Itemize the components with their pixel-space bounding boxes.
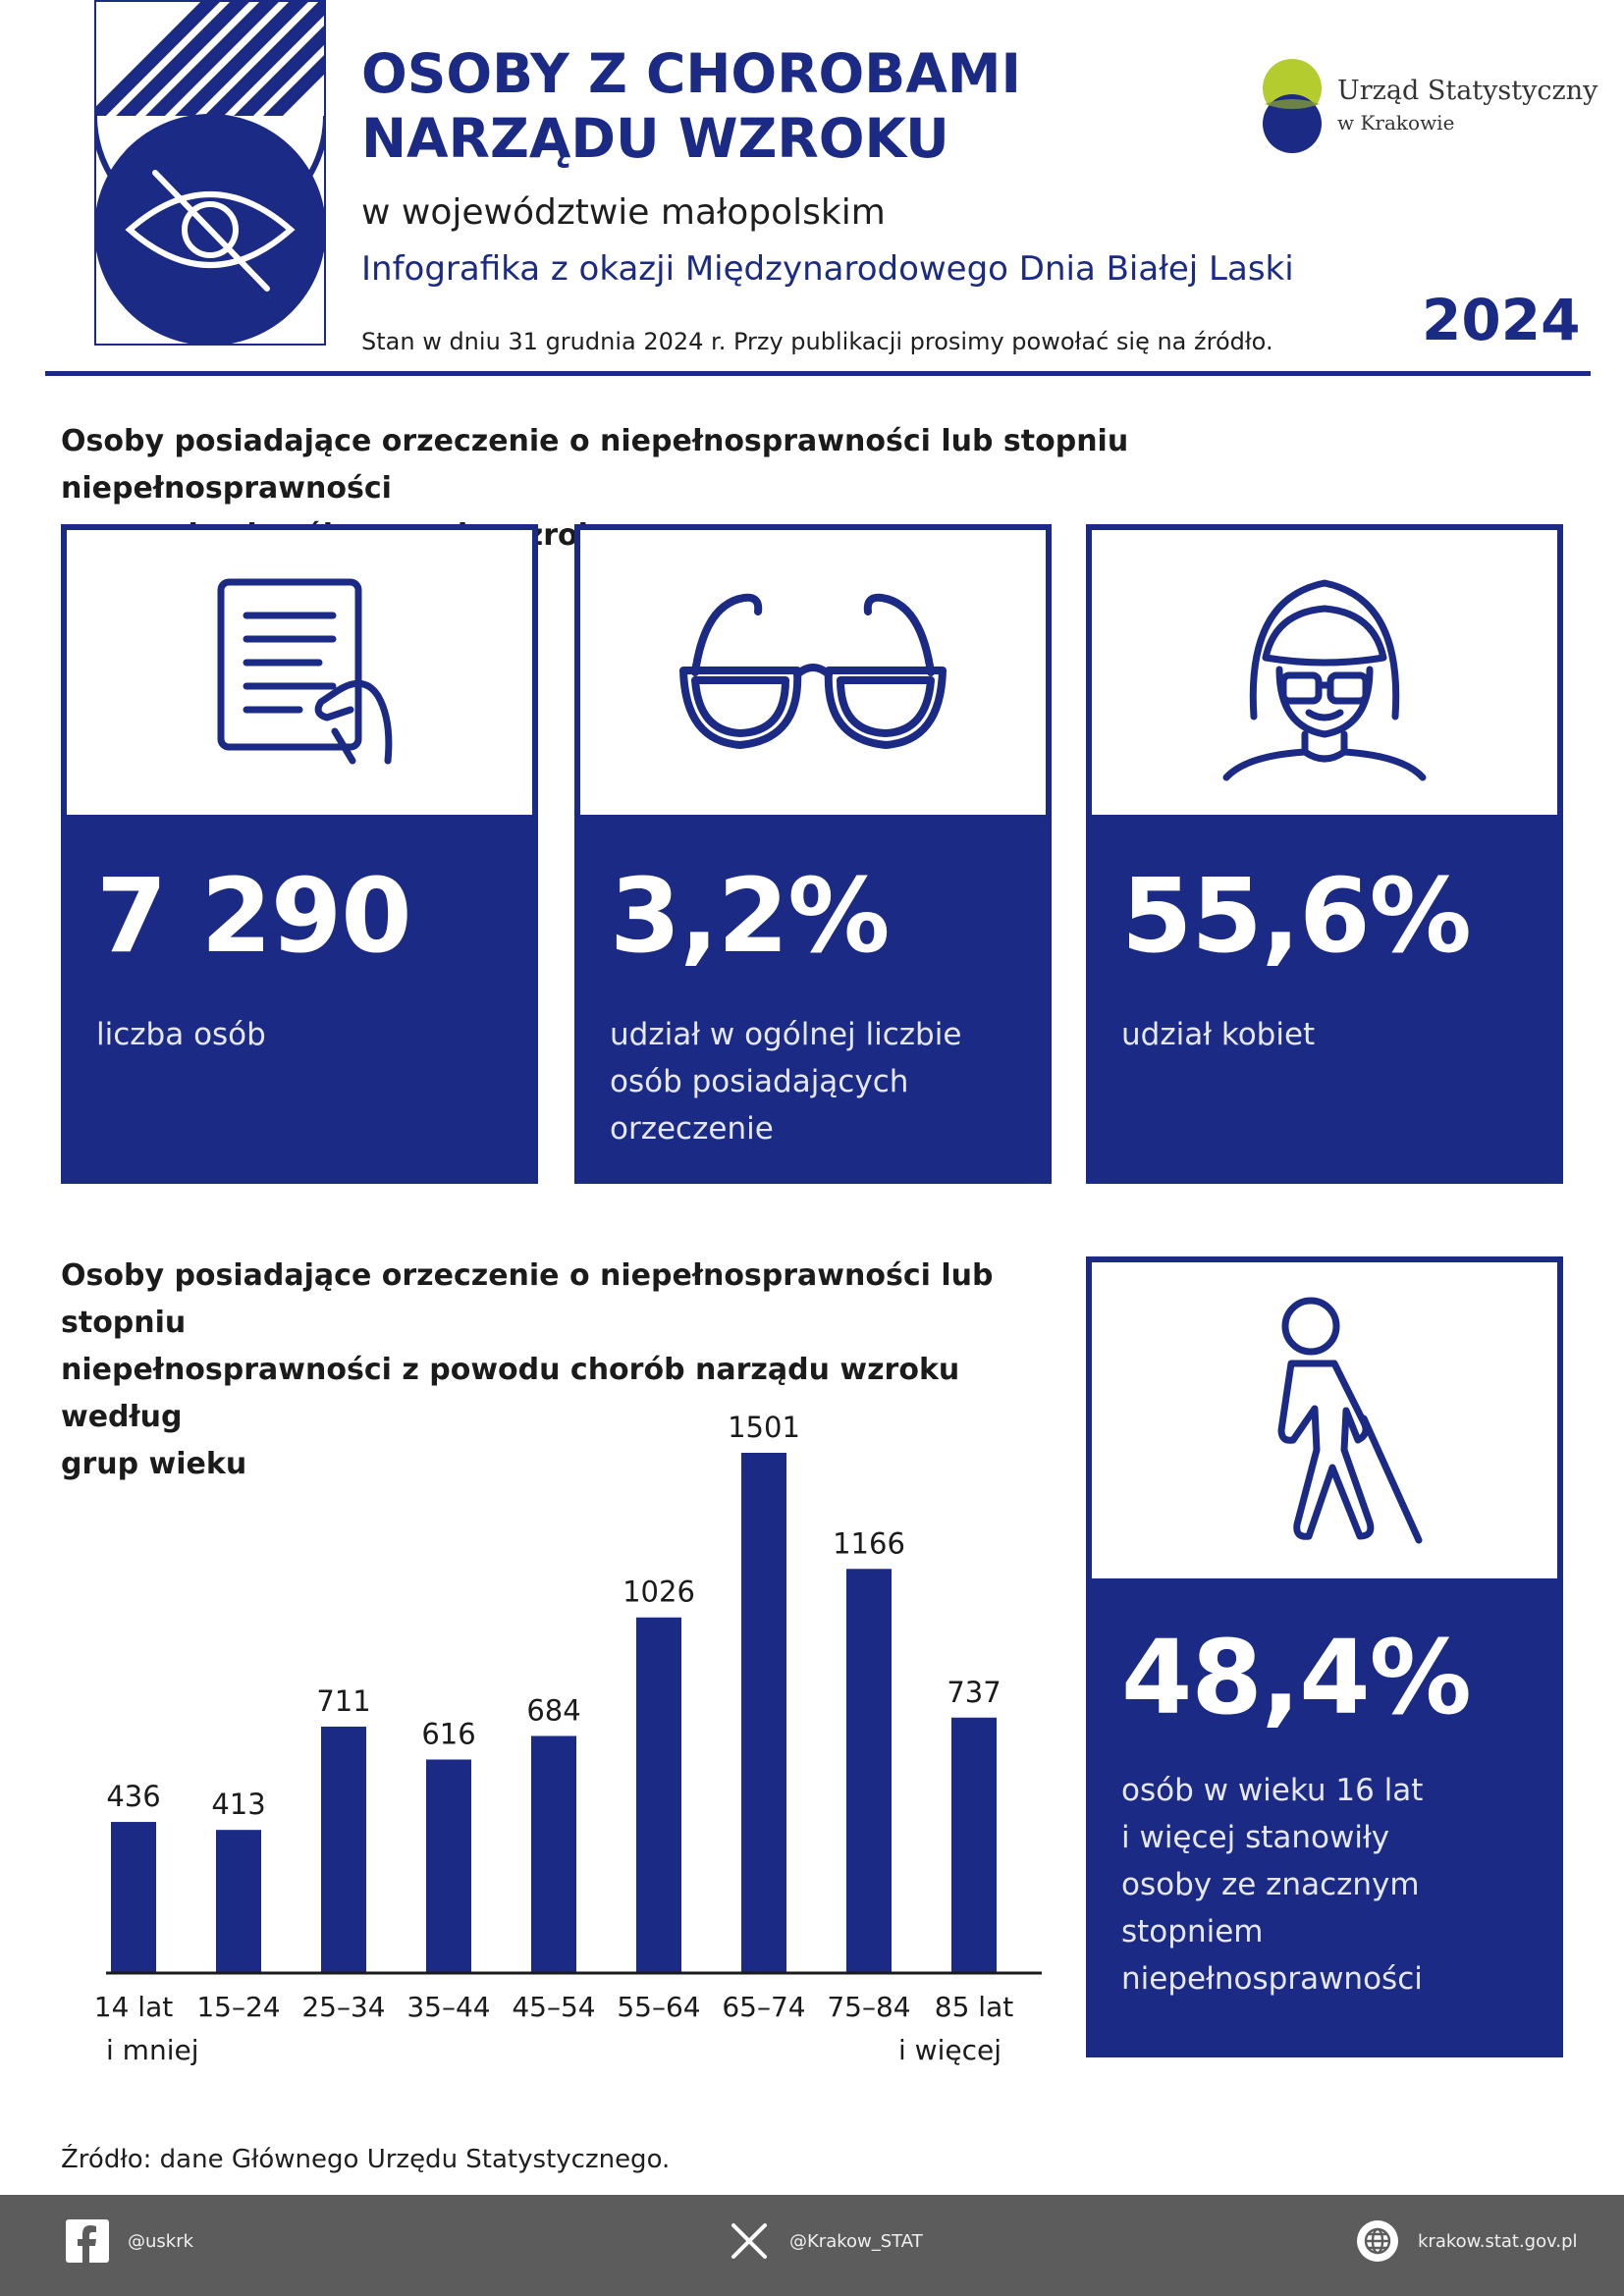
- stat-caption-severe: [1121, 1767, 1423, 2002]
- bar: [636, 1618, 681, 1973]
- stat-value-share: 3,2%: [610, 856, 890, 976]
- person-with-white-cane-icon: [1217, 1293, 1433, 1548]
- logo-line-1: Urząd Statystyczny: [1337, 76, 1598, 106]
- stat-value-severe: 48,4%: [1121, 1618, 1471, 1737]
- footer-bar: [0, 2195, 1624, 2296]
- section2-heading-line-1: Osoby posiadające orzeczenie o niepełnosprawności lub stopniu: [61, 1258, 994, 1340]
- caption-line: osób posiadających: [610, 1064, 909, 1099]
- section2-heading-line-2: niepełnosprawności z powodu chorób narządu wzroku według: [61, 1353, 960, 1434]
- glasses-icon: [666, 564, 960, 780]
- caption-line: osób w wieku 16 lat: [1121, 1773, 1424, 1808]
- bar: [846, 1569, 892, 1973]
- caption-line: udział kobiet: [1121, 1017, 1316, 1052]
- data-label: 616: [421, 1717, 476, 1751]
- x-handle[interactable]: @Krakow_STAT: [789, 2230, 923, 2252]
- logo-text: [1337, 76, 1597, 138]
- data-label: 684: [526, 1693, 581, 1728]
- x-tick-label: 55–64: [617, 1991, 701, 2023]
- stat-card-women: [1086, 524, 1563, 1184]
- header-divider: [45, 371, 1591, 376]
- footer-x[interactable]: [727, 2218, 923, 2264]
- x-tick-label: 35–44: [406, 1991, 491, 2023]
- bar: [111, 1822, 156, 1973]
- data-label: 413: [211, 1788, 266, 1822]
- source-note: Źródło: dane Głównego Urzędu Statystycznego.: [61, 2145, 671, 2174]
- bar: [951, 1718, 997, 1973]
- age-group-bar-chart: [61, 1394, 1043, 2081]
- globe-icon: [1355, 2218, 1400, 2264]
- caption-line: niepełnosprawności: [1121, 1961, 1423, 1997]
- caption-line: udział w ogólnej liczbie: [610, 1017, 962, 1052]
- x-tick-label: 15–24: [196, 1991, 281, 2023]
- stat-caption-count: [96, 1011, 266, 1058]
- stat-caption-women: [1121, 1011, 1315, 1058]
- x-tick-label: 75–84: [827, 1991, 911, 2023]
- section1-heading-line-2: wzroku: [499, 518, 619, 553]
- x-tick-label: 45–54: [512, 1991, 596, 2023]
- x-logo-icon: [727, 2218, 772, 2264]
- facebook-handle[interactable]: @uskrk: [128, 2230, 194, 2252]
- eye-crossed-emblem: [94, 0, 326, 346]
- bar: [741, 1453, 786, 1973]
- stat-value-women: 55,6%: [1121, 856, 1471, 976]
- x-tick-label: 14 lat: [93, 1991, 174, 2023]
- caption-line: orzeczenie: [610, 1111, 774, 1147]
- document-in-hand-icon: [191, 564, 407, 780]
- stat-card-share: [574, 524, 1052, 1184]
- caption-line: osoby ze znacznym: [1121, 1867, 1420, 1902]
- data-label: 1026: [623, 1575, 695, 1609]
- statistics-office-logo-icon: [1259, 59, 1326, 155]
- stat-value-count: 7 290: [96, 856, 411, 976]
- stat-card-count: [61, 524, 538, 1184]
- bar: [216, 1830, 261, 1973]
- as-of-note: Stan w dniu 31 grudnia 2024 r. Przy publikacji prosimy powołać się na źródło.: [361, 328, 1273, 355]
- occasion-line: Infografika z okazji Międzynarodowego Dnia Białej Laski: [361, 249, 1294, 289]
- website-url[interactable]: krakow.stat.gov.pl: [1418, 2230, 1578, 2252]
- page-title: [361, 41, 1068, 171]
- title-line-2: NARZĄDU WZROKU: [361, 107, 949, 170]
- caption-line: liczba osób: [96, 1017, 266, 1052]
- stat-caption-share: [610, 1011, 961, 1152]
- x-tick-label: 65–74: [722, 1991, 806, 2023]
- data-label: 711: [316, 1683, 371, 1718]
- data-label: 1166: [833, 1526, 905, 1561]
- year-label: 2024: [1422, 287, 1581, 353]
- x-tick-label: i więcej: [898, 2034, 1001, 2066]
- data-label: 1501: [728, 1411, 800, 1444]
- facebook-icon: [65, 2218, 110, 2264]
- woman-with-glasses-icon: [1207, 560, 1442, 785]
- x-tick-label: i mniej: [106, 2034, 199, 2066]
- data-label: 436: [106, 1780, 161, 1814]
- x-tick-label: 25–34: [301, 1991, 386, 2023]
- x-tick-label: 85 lat: [934, 1991, 1014, 2023]
- footer-website[interactable]: [1355, 2218, 1578, 2264]
- logo-line-2: w Krakowie: [1337, 111, 1455, 134]
- footer-facebook[interactable]: [65, 2218, 193, 2264]
- section1-heading-line-1: Osoby posiadające orzeczenie o niepełnosprawności lub stopniu niepełnosprawności: [61, 424, 1129, 506]
- caption-line: stopniem: [1121, 1914, 1264, 1949]
- subtitle: w województwie małopolskim: [361, 192, 886, 233]
- bar: [321, 1727, 366, 1973]
- stat-card-severe: [1086, 1256, 1563, 2057]
- data-label: 737: [947, 1675, 1001, 1709]
- title-line-1: OSOBY Z CHOROBAMI: [361, 42, 1021, 105]
- caption-line: i więcej stanowiły: [1121, 1820, 1390, 1855]
- bar: [426, 1759, 471, 1973]
- bar: [531, 1735, 576, 1973]
- section2-heading-line-3: grup wieku: [61, 1447, 247, 1481]
